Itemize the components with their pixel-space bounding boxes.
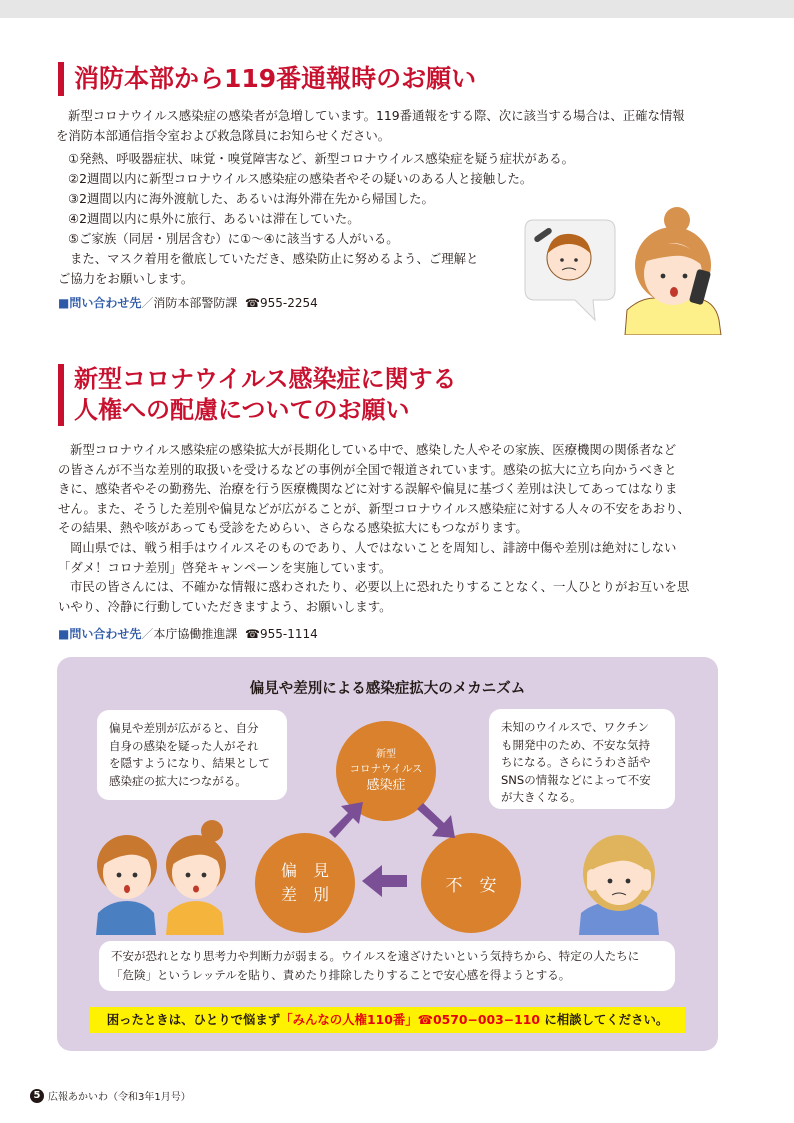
bubble-line: が大きくなる。	[501, 790, 582, 804]
section1-contact	[58, 295, 318, 311]
bottom-explanation-bubble	[99, 941, 675, 991]
section2-body-line: 新型コロナウイルス感染症の感染拡大が長期化している中で、感染した人やその家族、医療機関の関係者など	[70, 442, 677, 457]
worried-couple-illustration	[92, 815, 232, 935]
section2-body-line: 「ダメ！コロナ差別」啓発キャンペーンを実施しています。	[58, 559, 392, 575]
contact-phone: ☎955-1114	[245, 627, 318, 641]
arrow-to-prejudice	[362, 865, 407, 897]
mechanism-diagram	[57, 657, 718, 1051]
hotline-banner	[90, 1007, 685, 1033]
contact-label: ■問い合わせ先	[58, 627, 142, 641]
page-number: 5	[30, 1089, 44, 1103]
bubble-line: も開発中のため、不安な気持	[501, 737, 651, 752]
section1-item: ⑤ご家族（同居・別居含む）に①～④に該当する人がいる。	[68, 231, 399, 246]
section1-intro-line: 新型コロナウイルス感染症の感染者が急増しています。119番通報をする際、次に該当する場合は、正確な情報	[68, 108, 685, 123]
section2-body-line: 岡山県では、戦う相手はウイルスそのものであり、人ではないことを周知し、誹謗中傷や差別は絶対にしない	[70, 539, 677, 555]
section2-contact	[58, 626, 318, 642]
bubble-line: 自身の感染を疑った人がそれ	[109, 738, 259, 753]
arrow-to-anxiety	[417, 803, 455, 838]
circle-prejudice-line: 偏 見	[280, 861, 329, 880]
bubble-line: 「危険」というレッテルを貼り、責めたり排除したりすることで安心感を得ようとする。	[111, 968, 571, 982]
section2-title-line: 新型コロナウイルス感染症に関する	[74, 365, 457, 393]
bubble-line: 偏見や差別が広がると、自分	[109, 721, 259, 735]
circle-covid-line: 新型	[376, 748, 396, 760]
contact-phone: ☎955-2254	[245, 296, 318, 310]
bubble-line: を隠すようになり、結果として	[109, 756, 270, 770]
section2-body-line: きに、感染者やその勤務先、治療を行う医療機関などに対する誤解や偏見に基づく差別は決してあってはなりま	[58, 481, 678, 497]
banner-text-pre: 困ったときは、ひとりで悩まず	[106, 1012, 281, 1027]
section2-title-line: 人権への配慮についてのお願い	[74, 396, 410, 424]
section1-closing-line: また、マスク着用を徹底していただき、感染防止に努めるよう、ご理解と	[70, 251, 479, 266]
section2-body-line: の皆さんが不当な差別的取扱いを受けるなどの事例が全国で報道されています。感染の拡大に立ち向かうべきと	[58, 461, 677, 477]
hotline-number: 「みんなの人権110番」☎0570−003−110	[280, 1012, 541, 1027]
bubble-line: SNSの情報などによって不安	[501, 772, 651, 787]
section2-body	[58, 440, 738, 616]
page-footer	[30, 1088, 191, 1103]
contact-department: 消防本部警防課	[153, 296, 238, 310]
section1-item: ①発熱、呼吸器症状、味覚・嗅覚障害など、新型コロナウイルス感染症を疑う症状がある。	[68, 151, 574, 166]
section2-title	[58, 364, 457, 426]
arrow-to-covid	[329, 802, 363, 838]
section1-intro-line: を消防本部通信指令室および救急隊員にお知らせください。	[56, 127, 391, 143]
section2-body-line: いやり、冷静に行動していただきますよう、お願いします。	[58, 598, 392, 614]
contact-department: 本庁協働推進課	[153, 627, 238, 641]
banner-text-post: に相談してください。	[540, 1012, 669, 1027]
circle-prejudice-line: 差 別	[280, 885, 329, 904]
contact-label: ■問い合わせ先	[58, 296, 142, 310]
bubble-line: 不安が恐れとなり思考力や判断力が弱まる。ウイルスを遠ざけたいという気持ちから、特定の人たちに	[111, 949, 640, 963]
circle-anxiety: 不 安	[421, 833, 521, 933]
section1-item: ③2週間以内に海外渡航した、あるいは海外滞在先から帰国した。	[68, 191, 434, 206]
publication-name: 広報あかいわ（令和3年1月号）	[48, 1092, 191, 1103]
section2-body-line: その結果、熱や咳があっても受診をためらい、さらなる感染拡大にもつながります。	[58, 520, 528, 536]
section1-intro	[56, 106, 730, 145]
section1-item: ②2週間以内に新型コロナウイルス感染症の感染者やその疑いのある人と接触した。	[68, 171, 533, 186]
top-bar	[0, 0, 794, 18]
bubble-line: 感染症の拡大につながる。	[109, 773, 247, 788]
section1-item: ④2週間以内に県外に旅行、あるいは滞在していた。	[68, 211, 360, 226]
section1-closing-line: ご協力をお願いします。	[58, 270, 194, 286]
circle-covid-line: 感染症	[366, 777, 406, 793]
section2-body-line: 市民の皆さんには、不確かな情報に惑わされたり、必要以上に恐れたりすることなく、一人ひとりがお互いを思	[70, 579, 690, 595]
diagram-title: 偏見や差別による感染症拡大のメカニズム	[249, 681, 526, 697]
section1-closing	[58, 249, 508, 288]
bubble-line: 未知のウイルスで、ワクチン	[501, 720, 650, 734]
contact-separator: ／	[141, 627, 154, 641]
section2-body-line: せん。また、そうした差別や偏見などが広がることが、新型コロナウイルス感染症に対する人々の不安をあおり、	[58, 500, 690, 516]
circle-covid-line: コロナウイルス	[349, 762, 423, 775]
phone-call-illustration	[505, 200, 730, 335]
section1-title: 消防本部から119番通報時のお願い	[58, 62, 476, 96]
anxious-woman-illustration	[569, 825, 669, 935]
contact-separator: ／	[141, 296, 154, 310]
bubble-line: ちになる。さらにうわさ話や	[501, 755, 651, 769]
